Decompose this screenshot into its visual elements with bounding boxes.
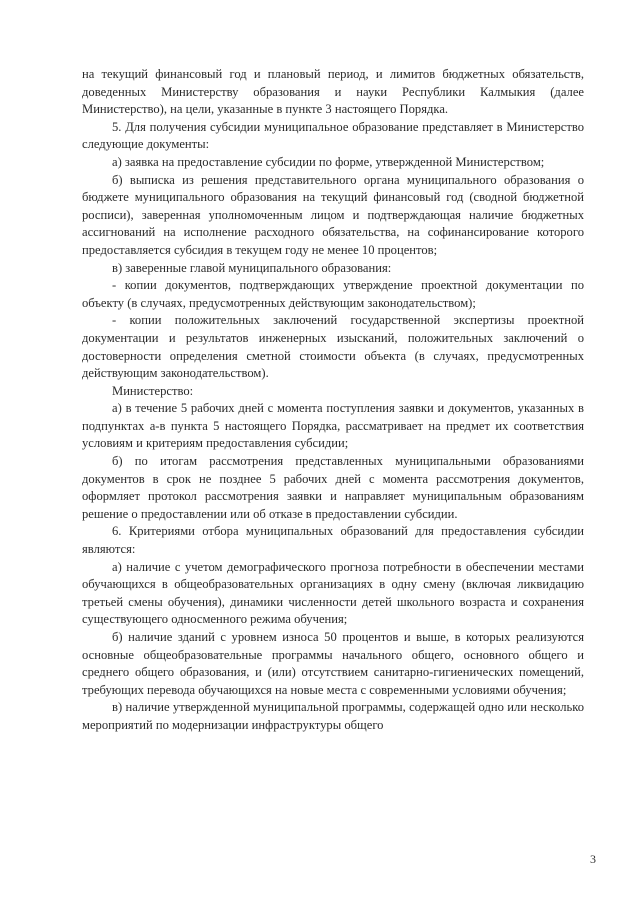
paragraph-5: - копии документов, подтверждающих утверждение проектной документации по объекту (в случаях, предусмотренных действующим законодательством); [82,278,584,310]
paragraph-6: - копии положительных заключений государственной экспертизы проектной документации и результатов инженерных изысканий, положительных заключений о достоверности определения сметной стоимости объекта (в случаях, предусмотренных действующим законодательством). [82,313,584,381]
paragraph-2: а) заявка на предоставление субсидии по форме, утвержденной Министерством; [112,154,545,169]
paragraph-0: на текущий финансовый год и плановый период, и лимитов бюджетных обязательств, доведенных Министерству образования и науки Республики Калмыкия (далее Министерство), на цели, указанные в пункте 3 настоящего Порядка. [82,67,584,117]
paragraph-9: б) по итогам рассмотрения представленных муниципальными образованиями документов в срок не позднее 5 рабочих дней с момента рассмотрения документов, оформляет протокол рассмотрения заявки и направляет муниципальным образованиям решение о предоставлении или об отказе в предоставлении субсидии. [82,454,584,521]
paragraph-8: а) в течение 5 рабочих дней с момента поступления заявки и документов, указанных в подпунктах а-в пункта 5 настоящего Порядка, рассматривает на предмет их соответствия условиям и критериям предоставления субсидии; [82,401,584,451]
paragraph-7: Министерство: [112,383,194,398]
paragraph-11: а) наличие с учетом демографического прогноза потребности в обеспечении местами обучающихся в общеобразовательных организациях в одну смену (включая ликвидацию третьей смены обучения), динамики численности детей школьного возраста и сохранения существующего односменного режима обучения; [82,559,584,627]
paragraph-13: в) наличие утвержденной муниципальной программы, содержащей одно или несколько мероприятий по модернизации инфраструктуры общего [82,700,584,732]
paragraph-10: 6. Критериями отбора муниципальных образований для предоставления субсидии являются: [82,524,584,557]
paragraph-1: 5. Для получения субсидии муниципальное образование представляет в Министерство следующие документы: [82,119,584,152]
page-number: 3 [590,852,596,866]
document-body [82,66,584,735]
paragraph-12: б) наличие зданий с уровнем износа 50 процентов и выше, в которых реализуются основные общеобразовательные программы начального общего, основного общего и среднего общего образования, и (или) отсутствием санитарно-гигиенических помещений, требующих перевода обучающихся на новые места с современными условиями обучения; [82,630,584,697]
paragraph-3: б) выписка из решения представительного органа муниципального образования о бюджете муниципального образования на текущий финансовый год (сводной бюджетной росписи), заверенная уполномоченным лицом и подтверждающая наличие бюджетных ассигнований на исполнение расходного обязательства, на софинансирование которого предоставляется субсидия в текущем году не менее 10 процентов; [82,172,584,257]
paragraph-4: в) заверенные главой муниципального образования: [112,260,392,275]
